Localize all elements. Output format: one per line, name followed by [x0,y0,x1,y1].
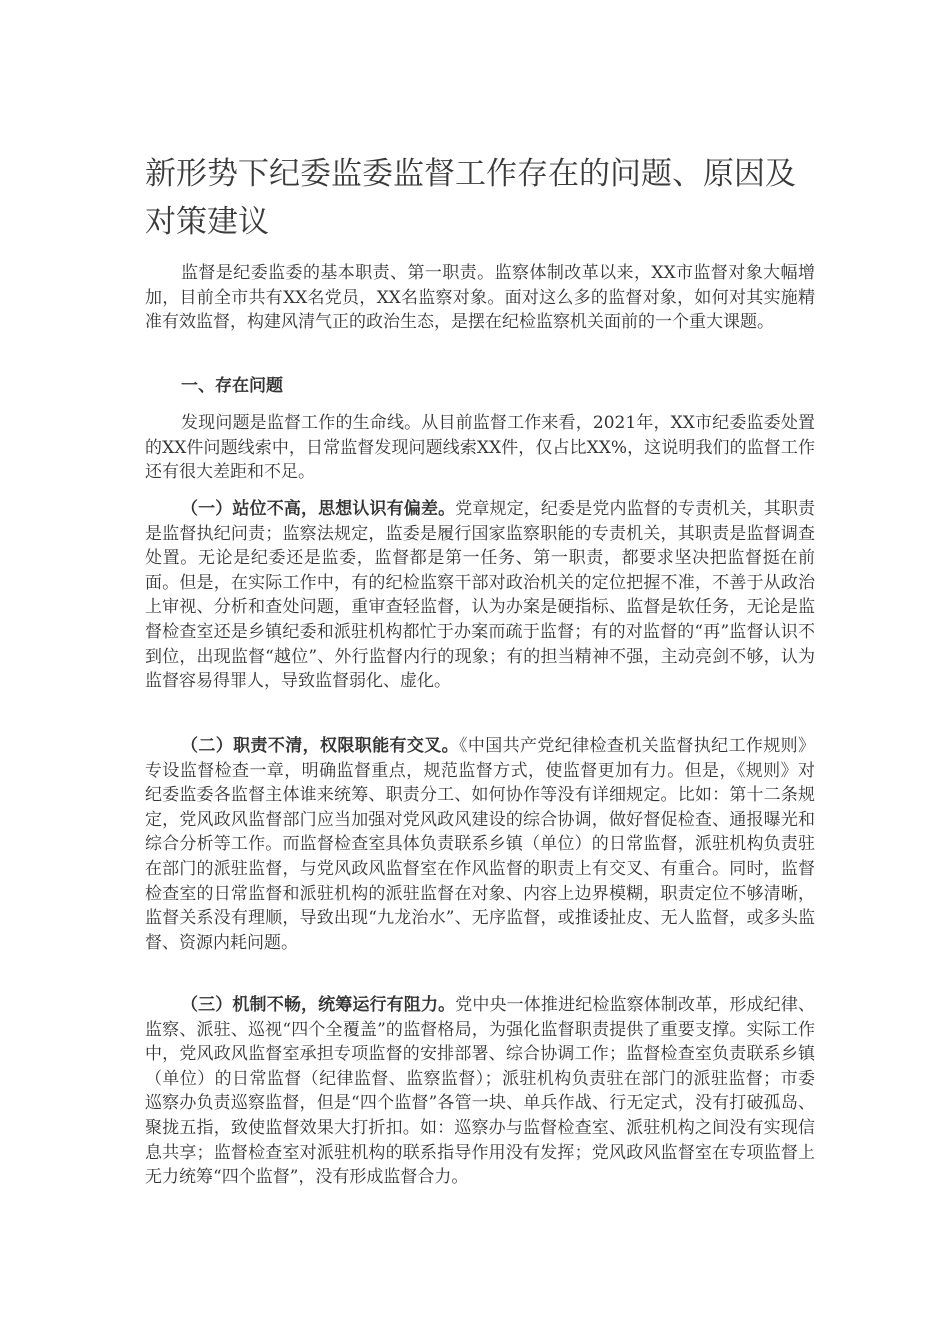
section-intro-paragraph [145,411,815,485]
item-paragraph-2 [145,734,815,955]
item-paragraph-1 [145,497,815,694]
item-2-text: 《中国共产党纪律检查机关监督执纪工作规则》专设监督检查一章，明确监督重点，规范监督方式，使监督更加有力。但是，《规则》对纪委监委各监督主体谁来统筹、职责分工、如何协作等没有详细规定。比如：第十二条规定，党风政风监督部门应当加强对党风政风建设的综合协调，做好督促检查、通报曝光和综合分析等工作。而监督检查室具体负责联系乡镇（单位）的日常监督，派驻机构负责驻在部门的派驻监督，与党风政风监督室在作风监督的职责上有交叉、有重合。同时，监督检查室的日常监督和派驻机构的派驻监督在对象、内容上边界模糊，职责定位不够清晰，监督关系没有理顺，导致出现“九龙治水”、无序监督，或推诿扯皮、无人监督，或多头监督、资源内耗问题。 [145,736,815,953]
item-1-text: 党章规定，纪委是党内监督的专责机关，其职责是监督执纪问责；监察法规定，监委是履行国家监察职能的专责机关，其职责是监督调查处置。无论是纪委还是监委，监督都是第一任务、第一职责，都要求坚决把监督挺在前面。但是，在实际工作中，有的纪检监察干部对政治机关的定位把握不准，不善于从政治上审视、分析和查处问题，重审查轻监督，认为办案是硬指标、监督是软任务，无论是监督检查室还是乡镇纪委和派驻机构都忙于办案而疏于监督；有的对监督的“再”监督认识不到位，出现监督“越位”、外行监督内行的现象；有的担当精神不强，主动亮剑不够，认为监督容易得罪人，导致监督弱化、虚化。 [145,499,816,692]
item-3 [145,993,815,1190]
section-heading-text: 一、存在问题 [181,376,283,396]
item-2-lead: （二）职责不清，权限职能有交叉。 [181,736,459,756]
item-3-lead: （三）机制不畅，统筹运行有阻力。 [181,995,456,1015]
item-2 [145,734,815,955]
item-paragraph-3 [145,993,815,1190]
intro-text: 监督是纪委监委的基本职责、第一职责。监察体制改革以来，XX市监督对象大幅增加，目前全市共有XX名党员，XX名监察对象。面对这么多的监督对象，如何对其实施精准有效监督，构建风清气正的政治生态，是摆在纪检监察机关面前的一个重大课题。 [145,263,815,333]
document-title: 新形势下纪委监委监督工作存在的问题、原因及对策建议 [145,156,796,240]
intro-paragraph [145,261,815,335]
item-1 [145,497,815,694]
item-3-text: 党中央一体推进纪检监察体制改革，形成纪律、监察、派驻、巡视“四个全覆盖”的监督格局，为强化监督职责提供了重要支撑。实际工作中，党风政风监督室承担专项监督的安排部署、综合协调工作；监督检查室负责联系乡镇（单位）的日常监督（纪律监督、监察监督）；派驻机构负责驻在部门的派驻监督；市委巡察办负责巡察监督，但是“四个监督”各管一块、单兵作战、行无定式，没有打破孤岛、聚拢五指，致使监督效果大打折扣。如：巡察办与监督检查室、派驻机构之间没有实现信息共享；监督检查室对派驻机构的联系指导作用没有发挥；党风政风监督室在专项监督上无力统筹“四个监督”，没有形成监督合力。 [145,995,816,1188]
section-intro-text: 发现问题是监督工作的生命线。从目前监督工作来看，2021年，XX市纪委监委处置的XX件问题线索中，日常监督发现问题线索XX件，仅占比XX%，这说明我们的监督工作还有很大差距和不足。 [145,413,815,483]
item-1-lead: （一）站位不高，思想认识有偏差。 [181,499,456,519]
section-heading [145,374,815,399]
